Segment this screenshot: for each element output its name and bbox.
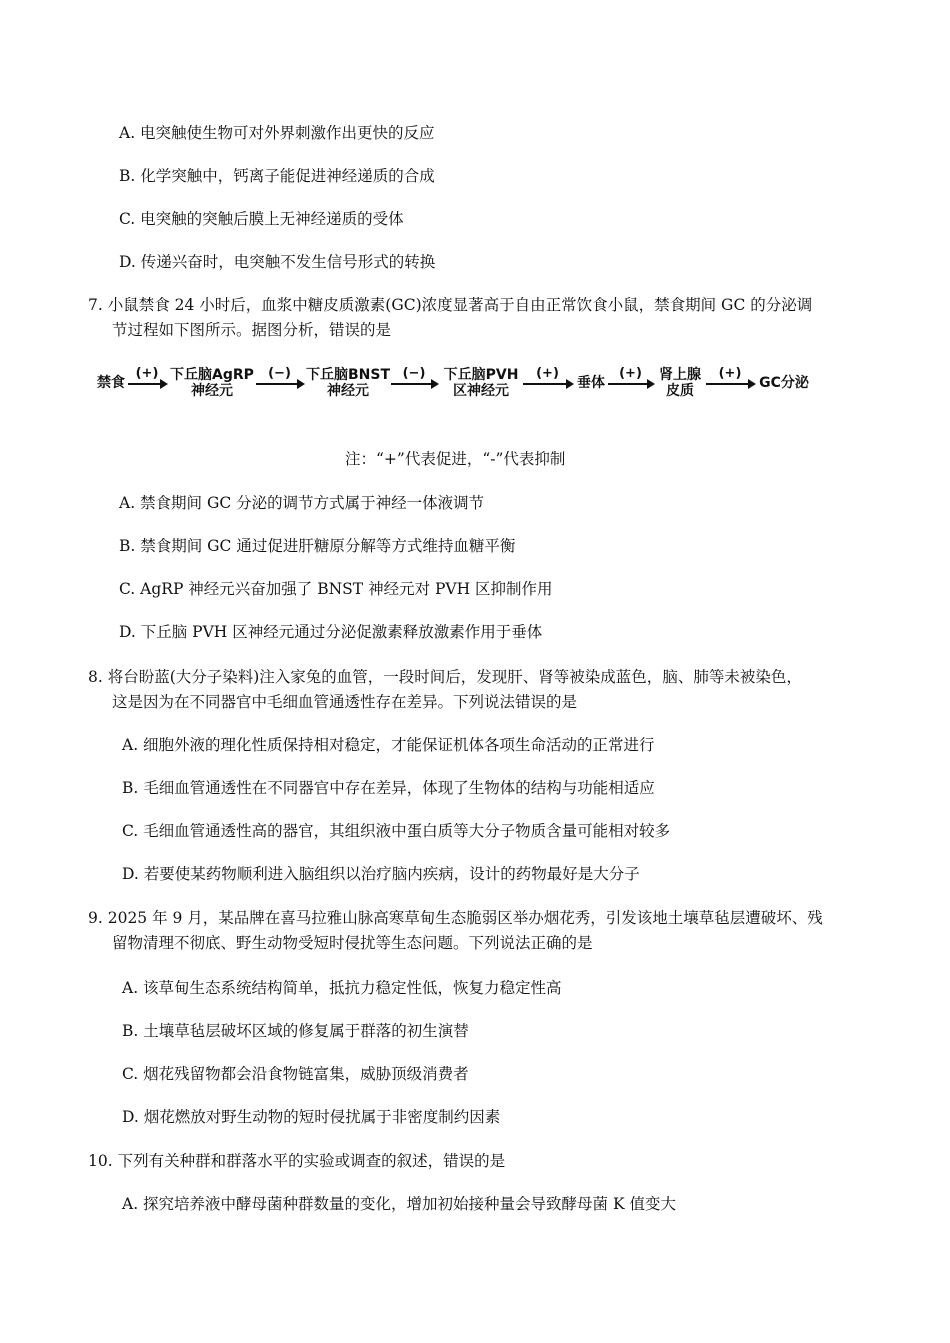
- node-fasting: 禁食: [97, 375, 125, 391]
- arrow-1: [128, 383, 166, 385]
- q10-stem: 10. 下列有关种群和群落水平的实验或调查的叙述，错误的是: [88, 1152, 506, 1170]
- sign-2: (−): [268, 366, 291, 381]
- arrow-6: [706, 383, 754, 385]
- node-agrp: 下丘脑AgRP 神经元: [170, 367, 254, 399]
- q9-option-a: A. 该草甸生态系统结构简单，抵抗力稳定性低，恢复力稳定性高: [122, 979, 562, 997]
- q6-option-d: D. 传递兴奋时，电突触不发生信号形式的转换: [119, 253, 436, 271]
- arrow-5: [608, 383, 653, 385]
- sign-3: (−): [402, 366, 426, 381]
- q6-option-b: B. 化学突触中，钙离子能促进神经递质的合成: [119, 167, 435, 185]
- q9-option-d: D. 烟花燃放对野生动物的短时侵扰属于非密度制约因素: [122, 1108, 501, 1126]
- q6-option-c: C. 电突触的突触后膜上无神经递质的受体: [119, 210, 404, 228]
- q8-option-c: C. 毛细血管通透性高的器官，其组织液中蛋白质等大分子物质含量可能相对较多: [122, 822, 671, 840]
- node-pituitary: 垂体: [577, 375, 605, 391]
- q8-stem-cont: 这是因为在不同器官中毛细血管通透性存在差异。下列说法错误的是: [112, 693, 578, 711]
- q10-option-a: A. 探究培养液中酵母菌种群数量的变化，增加初始接种量会导致酵母菌 K 值变大: [122, 1195, 676, 1213]
- q7-stem-cont: 节过程如下图所示。据图分析，错误的是: [112, 321, 392, 339]
- q6-option-a: A. 电突触使生物可对外界刺激作出更快的反应: [119, 124, 435, 142]
- q8-option-a: A. 细胞外液的理化性质保持相对稳定，才能保证机体各项生命活动的正常进行: [122, 736, 655, 754]
- node-pvh: 下丘脑PVH 区神经元: [443, 367, 519, 399]
- q8-stem: 8. 将台盼蓝(大分子染料)注入家兔的血管，一段时间后，发现肝、肾等被染成蓝色，脑、肺等未被染色，: [88, 668, 802, 686]
- q7-stem: 7. 小鼠禁食 24 小时后，血浆中糖皮质激素(GC)浓度显著高于自由正常饮食小鼠，禁食期间 GC 的分泌调: [88, 296, 813, 314]
- node-gc-secretion: GC分泌: [759, 375, 809, 391]
- sign-4: (+): [536, 366, 559, 381]
- q9-option-c: C. 烟花残留物都会沿食物链富集，威胁顶级消费者: [122, 1065, 469, 1083]
- node-adrenal-cortex: 肾上腺 皮质: [659, 367, 701, 399]
- sign-1: (+): [135, 366, 159, 381]
- arrow-2: [256, 383, 303, 385]
- q9-stem-cont: 留物清理不彻底、野生动物受短时侵扰等生态问题。下列说法正确的是: [112, 934, 593, 952]
- arrow-4: [523, 383, 572, 385]
- q7-option-b: B. 禁食期间 GC 通过促进肝糖原分解等方式维持血糖平衡: [119, 537, 516, 555]
- q7-option-d: D. 下丘脑 PVH 区神经元通过分泌促激素释放激素作用于垂体: [119, 623, 543, 641]
- arrow-3: [391, 383, 437, 385]
- q8-option-d: D. 若要使某药物顺利进入脑组织以治疗脑内疾病，设计的药物最好是大分子: [122, 865, 640, 883]
- q9-stem: 9. 2025 年 9 月，某品牌在喜马拉雅山脉高寒草甸生态脆弱区举办烟花秀，引发该地土壤草毡层遭破坏、残: [88, 909, 823, 927]
- sign-6: (+): [718, 366, 742, 381]
- node-bnst: 下丘脑BNST 神经元: [305, 367, 391, 399]
- q8-option-b: B. 毛细血管通透性在不同器官中存在差异，体现了生物体的结构与功能相适应: [122, 779, 655, 797]
- q7-option-c: C. AgRP 神经元兴奋加强了 BNST 神经元对 PVH 区抑制作用: [119, 580, 553, 598]
- diagram-note: 注：“+”代表促进，“-”代表抑制: [345, 450, 566, 468]
- sign-5: (+): [619, 366, 642, 381]
- q7-option-a: A. 禁食期间 GC 分泌的调节方式属于神经一体液调节: [119, 494, 485, 512]
- q9-option-b: B. 土壤草毡层破坏区域的修复属于群落的初生演替: [122, 1022, 469, 1040]
